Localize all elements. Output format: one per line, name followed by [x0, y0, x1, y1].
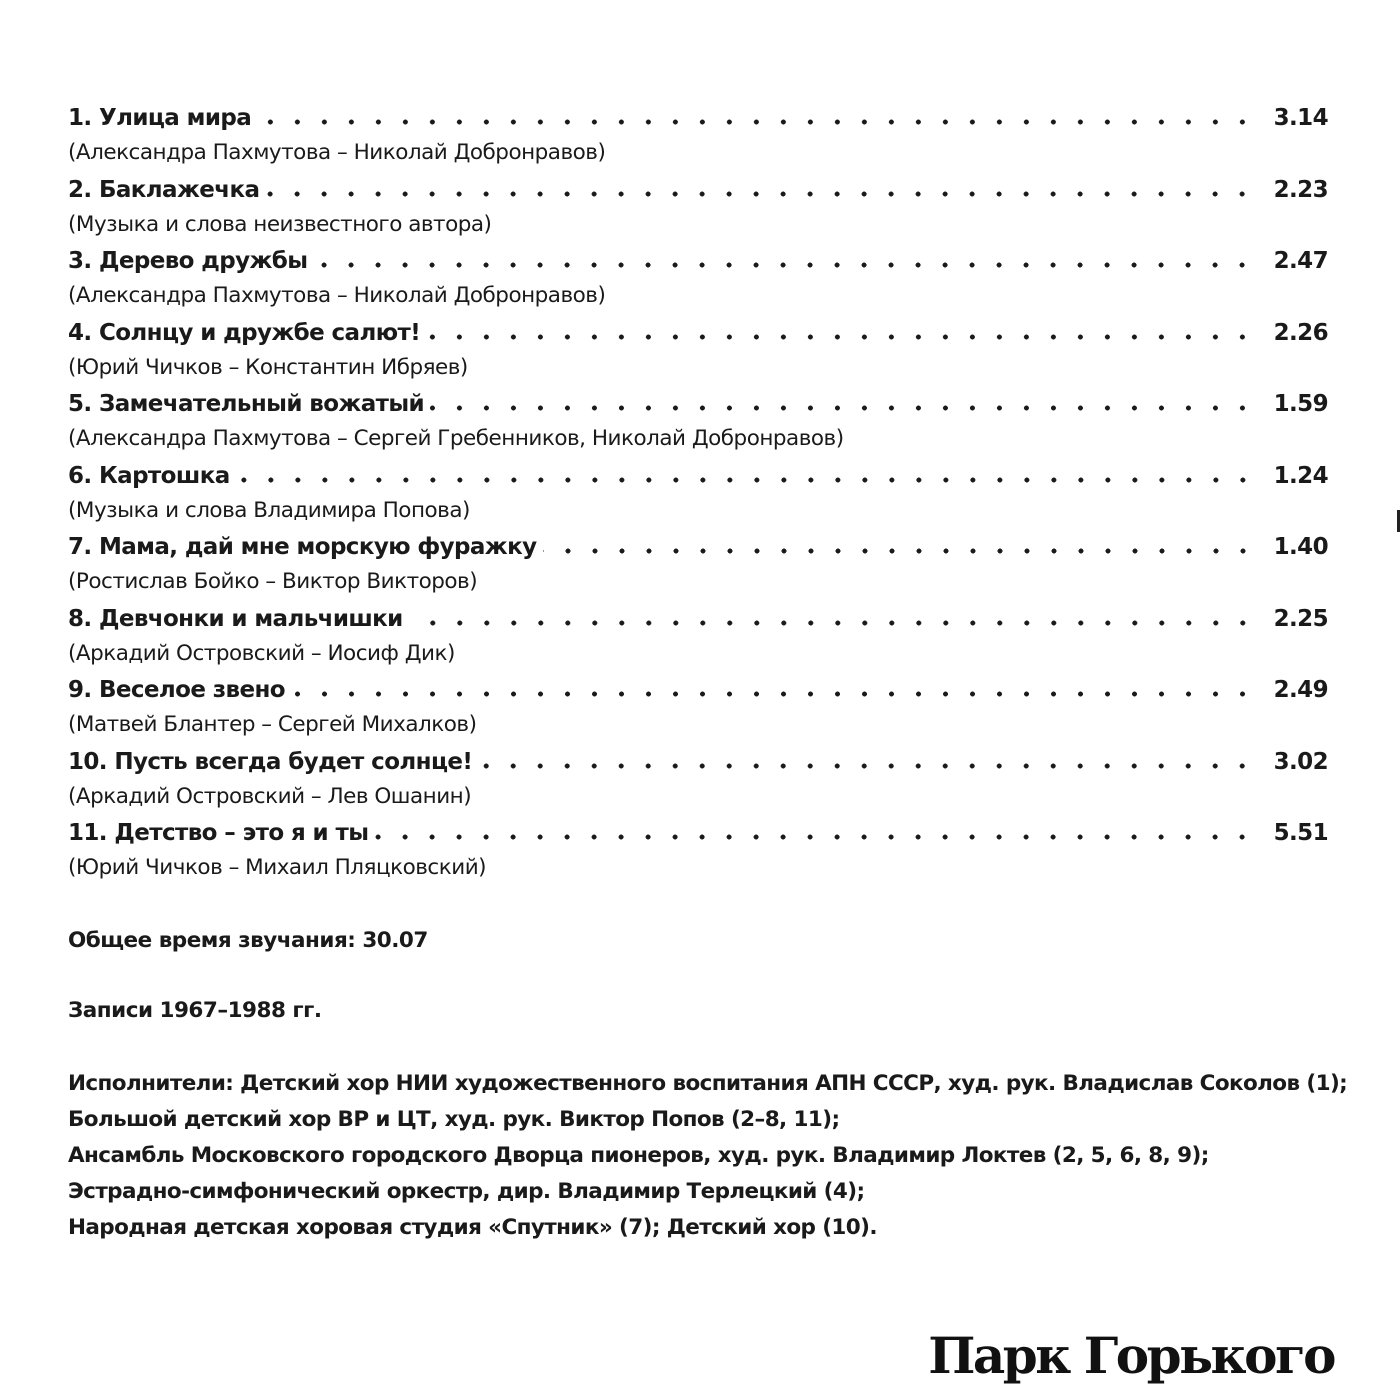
dot-leader	[374, 834, 1256, 840]
track-item	[68, 529, 1328, 601]
track-duration: 3.02	[1273, 748, 1328, 775]
track-credits: (Ростислав Бойко – Виктор Викторов)	[68, 569, 478, 594]
dot-leader	[543, 548, 1257, 554]
track-item	[68, 458, 1328, 530]
track-line	[68, 386, 1328, 422]
dot-leader	[265, 191, 1256, 197]
track-item	[68, 672, 1328, 744]
track-line	[68, 458, 1328, 494]
track-line	[68, 172, 1328, 208]
dot-leader	[478, 763, 1256, 769]
track-title: 5. Замечательный вожатый	[68, 391, 425, 417]
track-credits: (Александра Пахмутова – Сергей Гребенников, Николай Добронравов)	[68, 426, 844, 451]
dot-leader	[291, 691, 1256, 697]
track-duration: 2.26	[1273, 319, 1328, 346]
track-title: 2. Баклажечка	[68, 176, 260, 203]
track-credits: (Александра Пахмутова – Николай Добронравов)	[68, 283, 606, 308]
track-line	[68, 815, 1328, 851]
track-item	[68, 243, 1328, 315]
dot-leader	[409, 620, 1256, 626]
brand-logo: Парк Горького	[928, 1326, 1334, 1385]
dot-leader	[236, 477, 1256, 483]
track-title: 6. Картошка	[68, 462, 230, 489]
track-title: 7. Мама, дай мне морскую фуражку	[68, 534, 537, 560]
track-item	[68, 815, 1328, 887]
track-credits: (Александра Пахмутова – Николай Добронравов)	[68, 140, 606, 165]
track-credits: (Матвей Блантер – Сергей Михалков)	[68, 712, 477, 737]
track-duration: 2.23	[1273, 176, 1328, 203]
track-credits: (Юрий Чичков – Михаил Пляцковский)	[68, 855, 487, 880]
track-title: 3. Дерево дружбы	[68, 248, 308, 274]
track-line	[68, 243, 1328, 279]
track-item	[68, 172, 1328, 244]
track-item	[68, 601, 1328, 673]
dot-leader	[426, 334, 1256, 340]
track-credits: (Музыка и слова Владимира Попова)	[68, 497, 470, 523]
performers-line: Эстрадно-симфонический оркестр, дир. Владимир Терлецкий (4);	[68, 1179, 865, 1204]
track-item	[68, 744, 1328, 816]
track-duration: 1.24	[1273, 462, 1328, 489]
dot-leader	[313, 262, 1256, 268]
track-line	[68, 529, 1328, 565]
performers-line: Ансамбль Московского городского Дворца пионеров, худ. рук. Владимир Локтев (2, 5, 6, 8, 9);	[68, 1143, 1209, 1168]
dot-leader	[257, 119, 1256, 125]
track-credits: (Аркадий Островский – Лев Ошанин)	[68, 783, 472, 809]
track-line	[68, 744, 1328, 780]
track-line	[68, 315, 1328, 351]
track-duration: 2.25	[1273, 605, 1328, 632]
track-line	[68, 672, 1328, 708]
track-credits: (Аркадий Островский – Иосиф Дик)	[68, 640, 455, 666]
track-duration: 1.59	[1273, 391, 1328, 417]
track-duration: 5.51	[1273, 820, 1328, 846]
track-title: 8. Девчонки и мальчишки	[68, 605, 403, 632]
track-line	[68, 601, 1328, 637]
track-title: 4. Солнцу и дружбе салют!	[68, 319, 421, 346]
track-title: 9. Веселое звено	[68, 677, 285, 703]
recordings-years: Записи 1967–1988 гг.	[68, 998, 322, 1023]
track-title: 1. Улица мира	[68, 105, 252, 131]
track-title: 10. Пусть всегда будет солнце!	[68, 748, 473, 775]
track-duration: 2.47	[1273, 248, 1328, 274]
track-duration: 2.49	[1273, 677, 1328, 703]
track-item	[68, 100, 1328, 172]
performers-line: Большой детский хор ВР и ЦТ, худ. рук. Виктор Попов (2–8, 11);	[68, 1107, 840, 1132]
track-line	[68, 100, 1328, 136]
total-time: Общее время звучания: 30.07	[68, 928, 428, 953]
performers-line: Народная детская хоровая студия «Спутник» (7); Детский хор (10).	[68, 1215, 877, 1240]
track-duration: 3.14	[1273, 105, 1328, 131]
tracklist	[68, 100, 1328, 887]
dot-leader	[430, 405, 1256, 411]
track-duration: 1.40	[1273, 534, 1328, 560]
track-credits: (Музыка и слова неизвестного автора)	[68, 211, 492, 237]
track-item	[68, 315, 1328, 387]
track-credits: (Юрий Чичков – Константин Ибряев)	[68, 354, 468, 380]
performers-line: Исполнители: Детский хор НИИ художественного воспитания АПН СССР, худ. рук. Владислав Соколов (1);	[68, 1071, 1348, 1096]
track-item	[68, 386, 1328, 458]
performers	[68, 1066, 1347, 1246]
track-title: 11. Детство – это я и ты	[68, 820, 369, 846]
